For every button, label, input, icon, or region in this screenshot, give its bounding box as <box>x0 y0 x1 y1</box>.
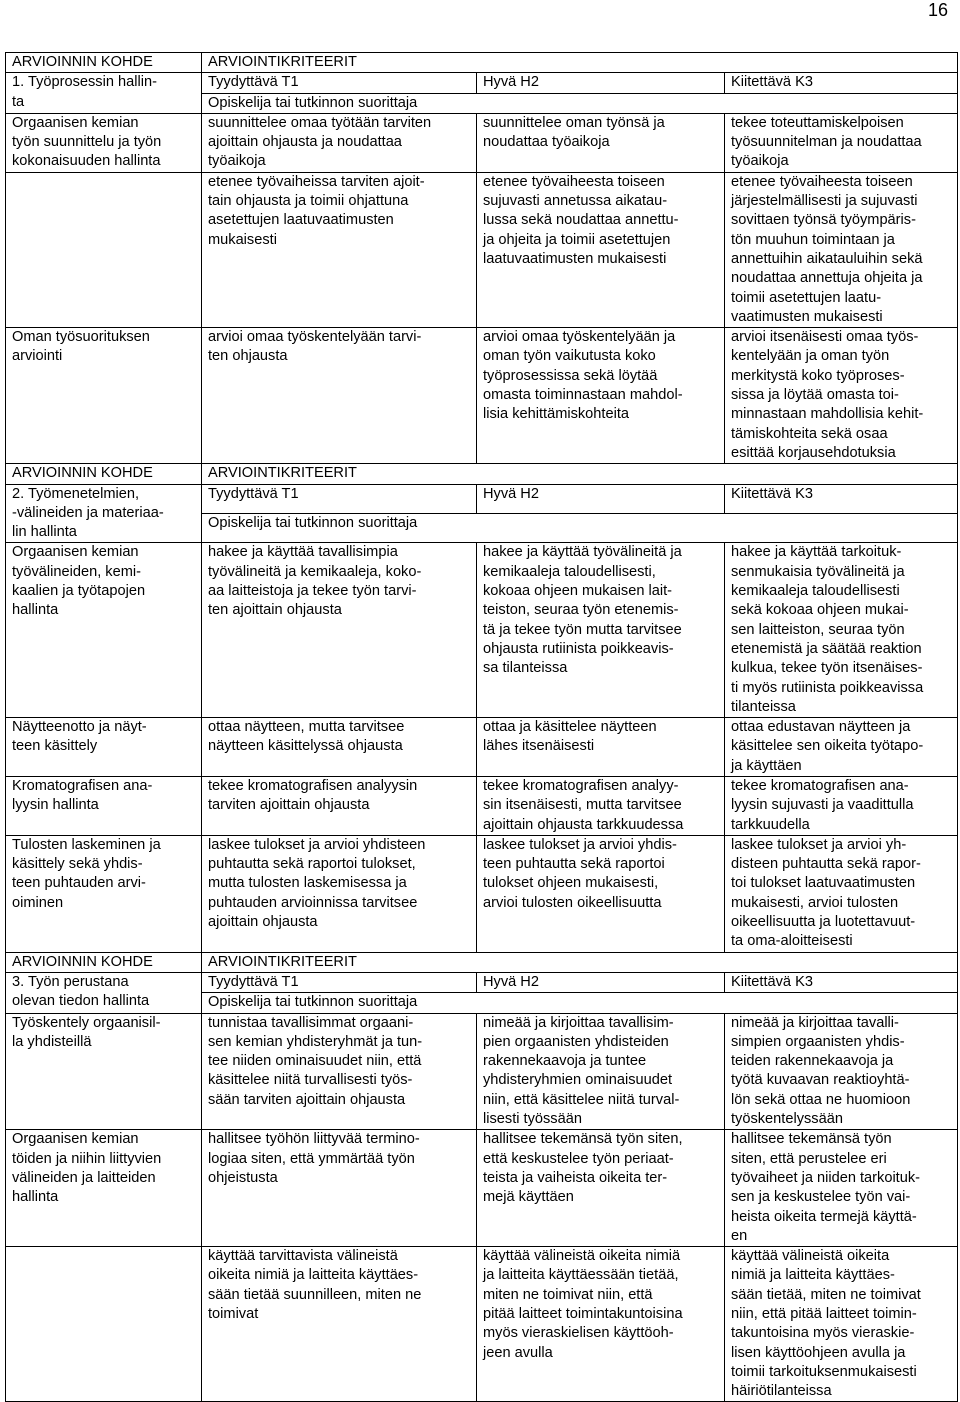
criteria-row <box>6 1013 958 1130</box>
assessment-target <box>6 1247 202 1402</box>
level-k3: Kiitettävä K3 <box>725 972 958 992</box>
assessment-target: Orgaanisen kemian työvälineiden, kemi- kaalien ja työtapojen hallinta <box>6 543 202 718</box>
level-k3: Kiitettävä K3 <box>725 484 958 513</box>
assessment-target: Oman työsuorituksen arviointi <box>6 328 202 464</box>
column-header-target: ARVIOINNIN KOHDE <box>6 53 202 73</box>
criterion-t1: tunnistaa tavallisimmat orgaani- sen kemian yhdisteryhmät ja tun- tee niiden ominaisuudet niin, että käsittelee niitä turvallisesti työs- sään tarviten ajoittain ohjausta <box>202 1013 477 1130</box>
level-k3: Kiitettävä K3 <box>725 73 958 93</box>
assessment-target <box>6 172 202 327</box>
assessment-target: Työskentely orgaanisil- la yhdisteillä <box>6 1013 202 1130</box>
criterion-t1: hallitsee työhön liittyvää termino- logiaa siten, että ymmärtää työn ohjeistusta <box>202 1130 477 1247</box>
assessment-target: Kromatografisen ana- lyysin hallinta <box>6 776 202 835</box>
level-h2: Hyvä H2 <box>477 484 725 513</box>
section-header-row <box>6 952 958 972</box>
criterion-h2: suunnittelee oman työnsä ja noudattaa työaikoja <box>477 113 725 172</box>
criterion-h2: käyttää välineistä oikeita nimiä ja laitteita käyttäessään tietää, miten ne toimivat niin, että pitää laitteet toimintakuntoisina myös vieraskielisen käyttöoh- jeen avulla <box>477 1247 725 1402</box>
assessment-target: Orgaanisen kemian työn suunnittelu ja työn kokonaisuuden hallinta <box>6 113 202 172</box>
section-header-row <box>6 464 958 484</box>
section-title: 3. Työn perustana olevan tiedon hallinta <box>6 972 202 1013</box>
column-header-target: ARVIOINNIN KOHDE <box>6 952 202 972</box>
criterion-k3: ottaa edustavan näytteen ja käsittelee sen oikeita työtapo- ja käyttäen <box>725 718 958 777</box>
criterion-t1: tekee kromatografisen analyysin tarviten ajoittain ohjausta <box>202 776 477 835</box>
criterion-t1: suunnittelee omaa työtään tarviten ajoittain ohjausta ja noudattaa työaikoja <box>202 113 477 172</box>
criterion-t1: ottaa näytteen, mutta tarvitsee näytteen käsittelyssä ohjausta <box>202 718 477 777</box>
criterion-k3: nimeää ja kirjoittaa tavalli- simpien orgaanisten yhdis- teiden rakennekaavoja ja työtä kuvaavan reaktioyhtä- lön sekä ottaa ne huomioon työskentelyssään <box>725 1013 958 1130</box>
level-t1: Tyydyttävä T1 <box>202 73 477 93</box>
criterion-k3: tekee kromatografisen ana- lyysin sujuvasti ja vaadittulla tarkkuudella <box>725 776 958 835</box>
student-line: Opiskelija tai tutkinnon suorittaja <box>202 513 958 542</box>
table-body <box>6 53 958 1402</box>
criteria-row <box>6 172 958 327</box>
criterion-h2: hallitsee tekemänsä työn siten, että keskustelee työn periaat- teista ja vaiheista oikeita ter- mejä käyttäen <box>477 1130 725 1247</box>
criterion-h2: laskee tulokset ja arvioi yhdis- teen puhtautta sekä raportoi tulokset ohjeen mukaisesti, arvioi tulosten oikeellisuutta <box>477 835 725 952</box>
column-header-target: ARVIOINNIN KOHDE <box>6 464 202 484</box>
criterion-k3: etenee työvaiheesta toiseen järjestelmällisesti ja sujuvasti sovittaen työnsä työympäris- tön muuhun toimintaan ja annettuihin aikatauluihin sekä noudattaa annettuja ohjeita ja toimii asetettujen laatu- vaatimusten mukaisesti <box>725 172 958 327</box>
criteria-row <box>6 543 958 718</box>
criterion-h2: tekee kromatografisen analyy- sin itsenäisesti, mutta tarvitsee ajoittain ohjausta tarkkuudessa <box>477 776 725 835</box>
section-title-row <box>6 972 958 992</box>
assessment-criteria-table <box>5 52 958 1402</box>
criterion-k3: tekee toteuttamiskelpoisen työsuunnitelman ja noudattaa työaikoja <box>725 113 958 172</box>
criterion-t1: arvioi omaa työskentelyään tarvi- ten ohjausta <box>202 328 477 464</box>
criterion-k3: hakee ja käyttää tarkoituk- senmukaisia työvälineitä ja kemikaaleja taloudellisesti sekä kokoaa ohjeen mukai- sen laitteiston, seuraa työn etenemistä ja säätää reaktion kulkua, tekee työn itsenäises- ti myös rutiinista poikkeavissa tilanteissa <box>725 543 958 718</box>
criterion-t1: käyttää tarvittavista välineistä oikeita nimiä ja laitteita käyttäes- sään tietää suunnilleen, miten ne toimivat <box>202 1247 477 1402</box>
level-t1: Tyydyttävä T1 <box>202 972 477 992</box>
criterion-t1: laskee tulokset ja arvioi yhdisteen puhtautta sekä raportoi tulokset, mutta tulosten laskemisessa ja puhtauden arvioinnissa tarvitsee ajoittain ohjausta <box>202 835 477 952</box>
criteria-row <box>6 113 958 172</box>
criterion-k3: laskee tulokset ja arvioi yh- disteen puhtautta sekä rapor- toi tulokset laatuvaatimusten mukaisesti, arvioi tulosten oikeellisuutta ja luotettavuut- ta oma-aloitteisesti <box>725 835 958 952</box>
criterion-t1: hakee ja käyttää tavallisimpia työvälineitä ja kemikaaleja, koko- aa laitteistoja ja tekee työn tarvi- ten ajoittain ohjausta <box>202 543 477 718</box>
level-h2: Hyvä H2 <box>477 972 725 992</box>
column-header-criteria: ARVIOINTIKRITEERIT <box>202 464 958 484</box>
criterion-h2: ottaa ja käsittelee näytteen lähes itsenäisesti <box>477 718 725 777</box>
criterion-k3: arvioi itsenäisesti omaa työs- kentelyään ja oman työn merkitystä koko työproses- sissa ja löytää omasta toi- minnastaan mahdollisia kehit- tämiskohteita sekä osaa esittää korjausehdotuksia <box>725 328 958 464</box>
criteria-row <box>6 718 958 777</box>
section-title: 2. Työmenetelmien, -välineiden ja materiaa- lin hallinta <box>6 484 202 543</box>
assessment-target: Näytteenotto ja näyt- teen käsittely <box>6 718 202 777</box>
criterion-k3: käyttää välineistä oikeita nimiä ja laitteita käyttäes- sään tietää, miten ne toimivat niin, että pitää laitteet toimin- takuntoisina myös vieraskie- lisen käyttöohjeen avulla ja toimii tarkoituksenmukaisesti häiriötilanteissa <box>725 1247 958 1402</box>
assessment-target: Orgaanisen kemian töiden ja niihin liittyvien välineiden ja laitteiden hallinta <box>6 1130 202 1247</box>
criteria-row <box>6 776 958 835</box>
assessment-target: Tulosten laskeminen ja käsittely sekä yhdis- teen puhtauden arvi- oiminen <box>6 835 202 952</box>
criterion-h2: etenee työvaiheesta toiseen sujuvasti annetussa aikatau- lussa sekä noudattaa annettu- ja ohjeita ja toimii asetettujen laatuvaatimusten mukaisesti <box>477 172 725 327</box>
criteria-row <box>6 835 958 952</box>
criteria-row <box>6 328 958 464</box>
section-title: 1. Työprosessin hallin- ta <box>6 73 202 114</box>
criteria-row <box>6 1130 958 1247</box>
section-header-row <box>6 53 958 73</box>
level-h2: Hyvä H2 <box>477 73 725 93</box>
criterion-h2: hakee ja käyttää työvälineitä ja kemikaaleja taloudellisesti, kokoaa ohjeen mukaisen lait- teiston, seuraa työn etenemis- tä ja tekee työn mutta tarvitsee ohjausta rutiinista poikkeavis- sa tilanteissa <box>477 543 725 718</box>
column-header-criteria: ARVIOINTIKRITEERIT <box>202 53 958 73</box>
student-line: Opiskelija tai tutkinnon suorittaja <box>202 93 958 113</box>
section-title-row <box>6 73 958 93</box>
page-number: 16 <box>927 0 948 20</box>
section-title-row <box>6 484 958 513</box>
criterion-t1: etenee työvaiheissa tarviten ajoit- tain ohjausta ja toimii ohjattuna asetettujen laatuvaatimusten mukaisesti <box>202 172 477 327</box>
student-line: Opiskelija tai tutkinnon suorittaja <box>202 993 958 1013</box>
column-header-criteria: ARVIOINTIKRITEERIT <box>202 952 958 972</box>
criterion-h2: arvioi omaa työskentelyään ja oman työn vaikutusta koko työprosessissa sekä löytää omasta toiminnastaan mahdol- lisia kehittämiskohteita <box>477 328 725 464</box>
level-t1: Tyydyttävä T1 <box>202 484 477 513</box>
criteria-row <box>6 1247 958 1402</box>
criterion-k3: hallitsee tekemänsä työn siten, että perustelee eri työvaiheet ja niiden tarkoituk- sen ja keskustelee työn vai- heista oikeita termejä käyttä- en <box>725 1130 958 1247</box>
criterion-h2: nimeää ja kirjoittaa tavallisim- pien orgaanisten yhdisteiden rakennekaavoja ja tuntee yhdisteryhmien ominaisuudet niin, että käsittelee niitä turval- lisesti työssään <box>477 1013 725 1130</box>
